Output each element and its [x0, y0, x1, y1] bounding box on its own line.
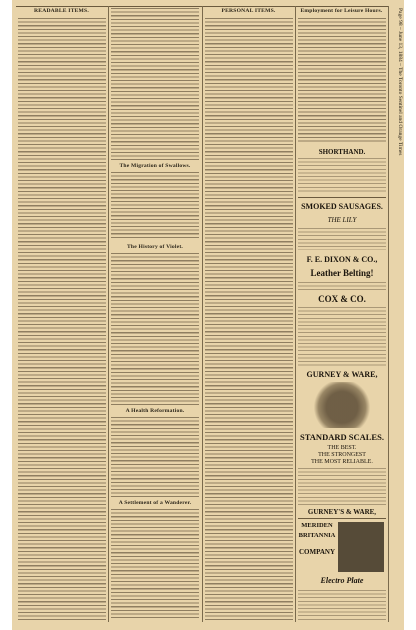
- meriden-ad: MERIDEN: [301, 522, 333, 529]
- col1-text: [18, 18, 106, 620]
- company-ad: COMPANY: [298, 548, 336, 556]
- col4-heading: Employment for Leisure Hours.: [300, 8, 383, 14]
- column-rule: [202, 6, 203, 622]
- shorthand-ad: SHORTHAND.: [318, 148, 366, 156]
- column-rule: [108, 6, 109, 622]
- column-rule: [388, 6, 389, 622]
- column-rule: [295, 6, 296, 622]
- col2-heading4: A Settlement of a Wanderer.: [118, 500, 192, 506]
- britannia-ad: BRITANNIA: [298, 532, 336, 539]
- most-reliable-label: THE MOST RELIABLE.: [311, 459, 373, 465]
- col4-text-d: [298, 282, 386, 292]
- newspaper-page: [12, 0, 404, 630]
- rule: [298, 518, 386, 519]
- running-head-text: Page 98 – June 13, 1884 – The Toronto Sentinel and Orange Times: [397, 8, 403, 156]
- cox-ad: COX & CO.: [318, 294, 366, 304]
- col4-text-e: [298, 307, 386, 367]
- col2-text-e: [111, 509, 199, 620]
- col4-text-b: [298, 158, 386, 194]
- electro-plate-ad: Electro Plate: [320, 576, 364, 585]
- col2-text-d: [111, 417, 199, 497]
- dixon-ad: F. E. DIXON & CO.,: [306, 255, 378, 264]
- best-label: THE BEST.: [327, 445, 357, 451]
- col4-text-c: [298, 228, 386, 250]
- col3-text: [205, 18, 293, 620]
- col4-text-f: [298, 468, 386, 506]
- col2-text-b: [111, 172, 199, 240]
- the-lily-ad: THE LILY: [327, 216, 357, 224]
- strongest-label: THE STRONGEST: [318, 452, 366, 458]
- col4-text-a: [298, 18, 386, 143]
- col3-heading: PERSONAL ITEMS.: [221, 8, 276, 14]
- col1-heading: READABLE ITEMS.: [34, 8, 89, 14]
- col2-text-a: [111, 8, 199, 160]
- gurneys-ad: GURNEY'S & WARE,: [307, 508, 377, 516]
- col2-heading3: A Health Reformation.: [125, 408, 185, 414]
- col2-heading1: The Migration of Swallows.: [119, 163, 191, 169]
- standard-scales-ad: STANDARD SCALES.: [300, 432, 384, 442]
- leather-belting-ad: Leather Belting!: [310, 268, 374, 278]
- col2-heading2: The History of Violet.: [127, 244, 183, 250]
- gurney-ware-ad: GURNEY & WARE,: [306, 370, 378, 379]
- running-head: [394, 8, 403, 348]
- smoked-sausages-ad: SMOKED SAUSAGES.: [301, 202, 383, 211]
- col4-text-g: [298, 590, 386, 620]
- rule: [298, 197, 386, 198]
- factory-illustration: [338, 522, 384, 572]
- col2-text-c: [111, 253, 199, 405]
- scale-illustration: [312, 382, 372, 428]
